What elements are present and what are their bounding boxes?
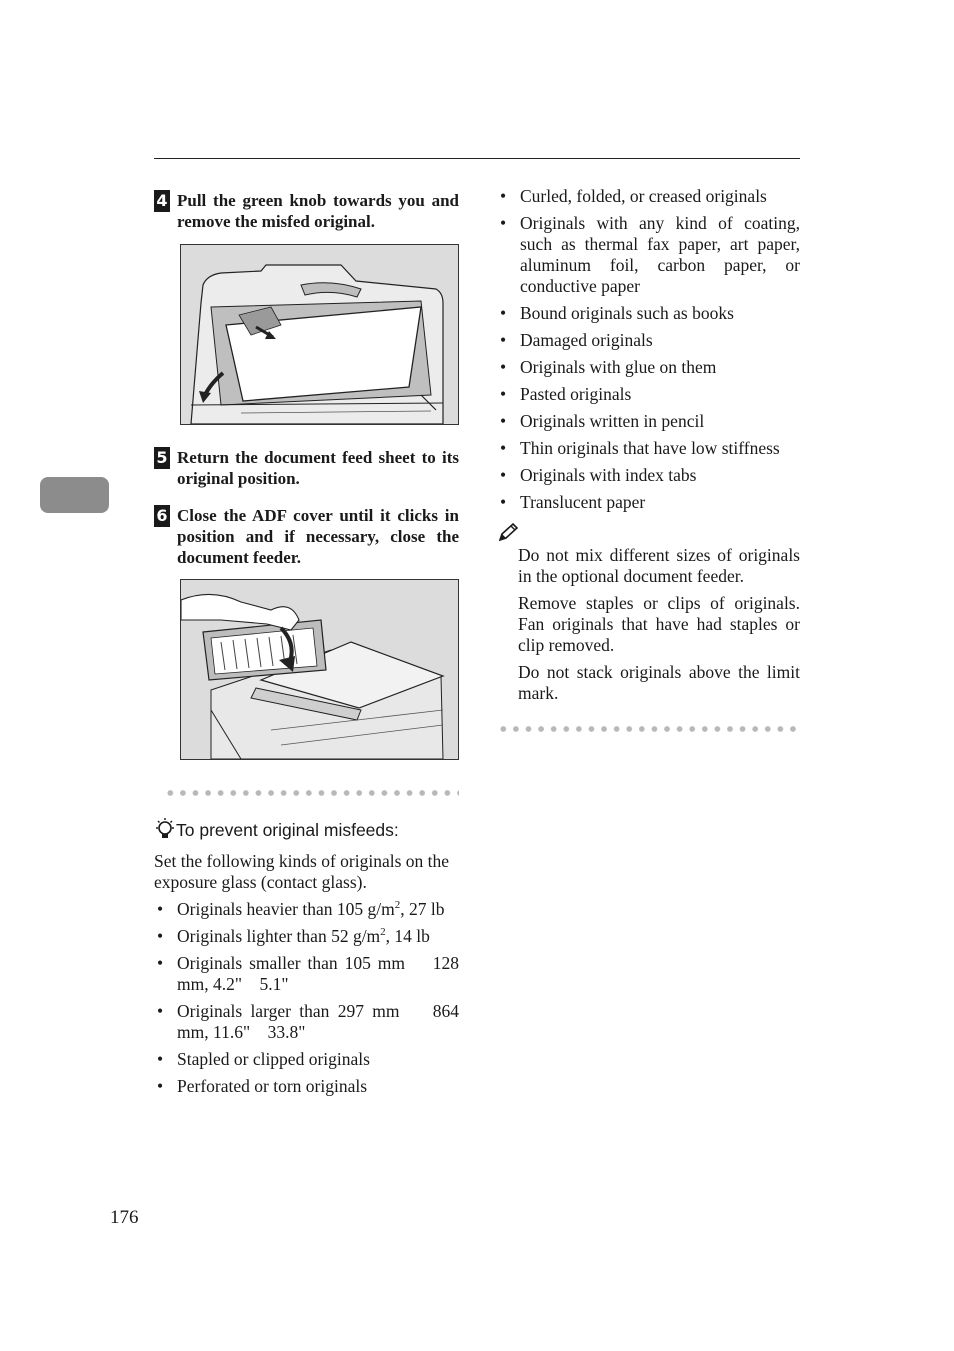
pencil-note-icon xyxy=(497,523,519,543)
hint-heading xyxy=(154,818,459,842)
hint-divider-top xyxy=(164,790,459,796)
step-number: 6 xyxy=(154,505,170,527)
illustration-remove-misfeed xyxy=(180,244,459,425)
list-item: • Originals larger than 297 mm 864 mm, 11.6" 33.8" xyxy=(154,1001,459,1043)
list-item: • Pasted originals xyxy=(497,384,800,405)
hint-divider-bottom xyxy=(497,726,800,732)
note-paragraph: Do not mix different sizes of originals in the optional document feeder. xyxy=(518,545,800,586)
illustration-close-adf-cover xyxy=(180,579,459,760)
adf-open-remove-original-illustration xyxy=(181,245,458,424)
step-4 xyxy=(154,190,459,232)
hint-list xyxy=(154,899,464,1097)
note-paragraph: Do not stack originals above the limit mark. xyxy=(518,662,800,703)
list-item: • Stapled or clipped originals xyxy=(154,1049,459,1070)
hint-title: To prevent original misfeeds: xyxy=(176,819,399,840)
step-number: 4 xyxy=(154,190,170,212)
right-column xyxy=(497,186,800,732)
hint-intro: Set the following kinds of originals on the exposure glass (contact glass). xyxy=(154,851,450,892)
list-item: • Perforated or torn originals xyxy=(154,1076,459,1097)
note-body xyxy=(497,545,800,704)
list-item: • Thin originals that have low stiffness xyxy=(497,438,800,459)
step-5 xyxy=(154,447,459,489)
left-column xyxy=(154,190,464,1097)
list-item: • Originals written in pencil xyxy=(497,411,800,432)
page-number: 176 xyxy=(110,1207,139,1228)
step-text: Return the document feed sheet to its original position. xyxy=(177,448,459,488)
chapter-tab xyxy=(40,477,109,513)
step-text: Close the ADF cover until it clicks in position and if necessary, close the document feeder. xyxy=(177,506,459,567)
step-text: Pull the green knob towards you and remove the misfed original. xyxy=(177,191,459,231)
list-item: • Originals with any kind of coating, such as thermal fax paper, art paper, aluminum foil, carbon paper, or conductive paper xyxy=(497,213,800,297)
list-item: • Bound originals such as books xyxy=(497,303,800,324)
list-item: • Translucent paper xyxy=(497,492,800,513)
list-item: • Originals with index tabs xyxy=(497,465,800,486)
hint-list-continued xyxy=(497,186,800,513)
list-item: • Damaged originals xyxy=(497,330,800,351)
step-number: 5 xyxy=(154,447,170,469)
note-paragraph: Remove staples or clips of originals. Fan originals that have had staples or clip removed. xyxy=(518,593,800,655)
lightbulb-icon xyxy=(154,818,176,842)
adf-cover-closing-hand-illustration xyxy=(181,580,458,759)
header-rule xyxy=(154,158,800,159)
list-item: • Curled, folded, or creased originals xyxy=(497,186,800,207)
list-item: • Originals heavier than 105 $g/m^2$, 27 lb xyxy=(154,899,459,920)
list-item: • Originals smaller than 105 mm 128 mm, 4.2" 5.1" xyxy=(154,953,459,995)
step-6 xyxy=(154,505,459,568)
list-item: • Originals with glue on them xyxy=(497,357,800,378)
list-item: • Originals lighter than 52 $g/m^2$, 14 lb xyxy=(154,926,459,947)
